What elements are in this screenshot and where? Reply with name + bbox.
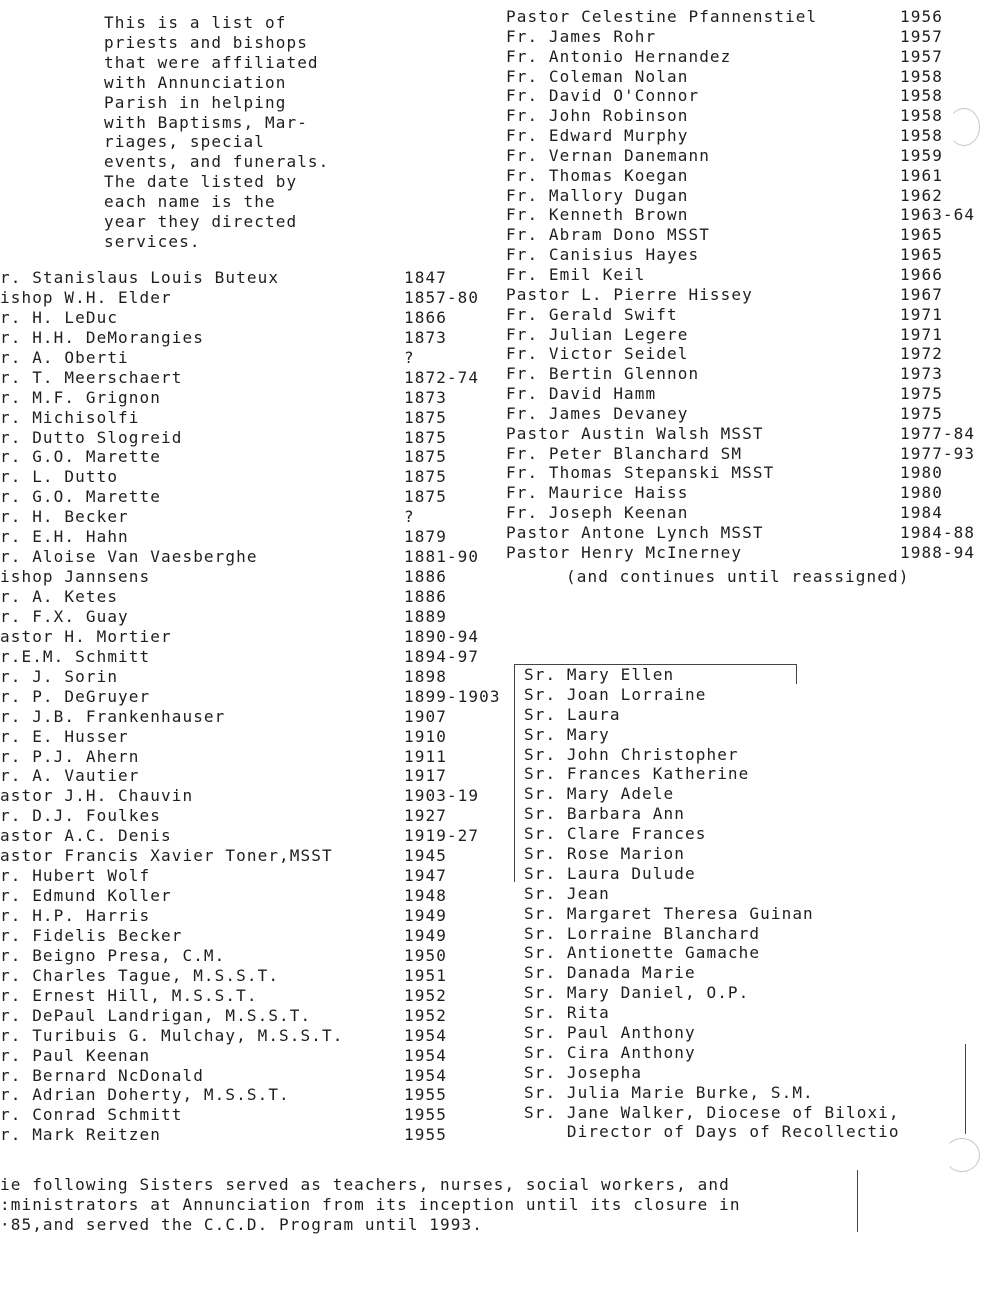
entry-name: r. H.P. Harris [0, 906, 151, 925]
right-entry [506, 503, 943, 523]
entry-year: 1977-93 [900, 443, 976, 463]
entry-name: r. Aloise Van Vaesberghe [0, 547, 258, 567]
entry-name: Pastor Austin Walsh MSST [506, 423, 764, 443]
right-entry [506, 106, 943, 126]
left-entry [0, 1105, 447, 1125]
entry-year: 1955 [404, 1125, 447, 1145]
entry-year: 1965 [900, 225, 943, 245]
entry-year: 1958 [900, 66, 943, 86]
entry-year: 1955 [404, 1085, 447, 1105]
entry-year: 1873 [404, 327, 447, 347]
entry-name: r.E.M. Schmitt [0, 646, 151, 666]
left-entry [0, 307, 447, 328]
entry-name: r. Edmund Koller [0, 886, 172, 906]
sister-entry: Sr. Clare Frances [524, 824, 707, 844]
entry-name: Fr. James Devaney [506, 403, 689, 423]
left-entry [0, 1025, 447, 1046]
right-entry [506, 522, 976, 543]
sister-entry: Director of Days of Recollectio [524, 1122, 900, 1142]
sister-entry: Sr. Joan Lorraine [524, 684, 707, 704]
sister-entry: Sr. Cira Anthony [524, 1042, 696, 1062]
entry-year: 1881-90 [404, 547, 480, 567]
left-entry [0, 886, 447, 906]
entry-year: 1907 [404, 706, 447, 726]
left-entry [0, 1125, 447, 1145]
intro-paragraph: This is a list of priests and bishops that were affiliated with Annunciation Parish in helping with Baptisms, Mar- riages, special events, and funerals. The date listed by each name is the year they directed services. [104, 13, 330, 251]
entry-name: r. D.J. Foulkes [0, 806, 161, 826]
sister-entry: Sr. Danada Marie [524, 963, 696, 983]
entry-name: Fr. Antonio Hernandez [506, 46, 732, 66]
entry-year: 1886 [404, 567, 447, 587]
entry-year: 1980 [900, 463, 943, 483]
left-entry [0, 626, 480, 647]
entry-year: 1847 [404, 268, 447, 287]
entry-year: 1965 [900, 245, 943, 265]
right-entry [506, 26, 943, 47]
entry-year: 1988-94 [900, 542, 976, 562]
entry-name: r. Beigno Presa, C.M. [0, 945, 226, 965]
entry-name: Fr. Mallory Dugan [506, 185, 689, 205]
entry-year: 1956 [900, 7, 943, 26]
entry-name: Fr. Edward Murphy [506, 126, 689, 146]
entry-name: r. A. Oberti [0, 347, 129, 367]
entry-year: 1898 [404, 666, 447, 686]
left-entry [0, 1085, 447, 1105]
entry-year: 1872-74 [404, 367, 480, 387]
entry-name: Fr. Victor Seidel [506, 344, 689, 364]
right-entry [506, 443, 976, 464]
entry-name: Fr. Vernan Danemann [506, 145, 710, 165]
left-entry [0, 447, 447, 467]
entry-name: Fr. David Hamm [506, 384, 657, 404]
entry-name: Fr. John Robinson [506, 106, 689, 126]
entry-year: 1950 [404, 945, 447, 965]
left-entry [0, 866, 447, 886]
entry-name: Fr. Maurice Haiss [506, 483, 689, 503]
entry-year: 1962 [900, 185, 943, 205]
punch-hole-mark [948, 108, 980, 146]
left-entry [0, 507, 415, 527]
entry-name: ishop Jannsens [0, 567, 151, 587]
right-entry [506, 165, 943, 186]
entry-year: 1957 [900, 26, 943, 46]
entry-name: astor H. Mortier [0, 626, 172, 646]
entry-name: Fr. James Rohr [506, 26, 657, 46]
right-entry [506, 245, 943, 265]
entry-year: 1947 [404, 866, 447, 886]
sisters-list [524, 665, 900, 1142]
entry-year: 1886 [404, 587, 447, 606]
entry-year: 1875 [404, 407, 447, 427]
entry-year: 1958 [900, 126, 943, 146]
entry-name: r. L. Dutto [0, 467, 119, 487]
entry-year: 1949 [404, 906, 447, 925]
left-entry [0, 985, 447, 1006]
entry-name: r. H. Becker [0, 507, 129, 527]
right-entry [506, 423, 976, 444]
right-entry [506, 304, 943, 325]
entry-year: 1975 [900, 384, 943, 404]
left-entry [0, 766, 447, 786]
entry-year: 1875 [404, 427, 447, 447]
sisters-box-right-border-lower [965, 1044, 966, 1134]
left-entry [0, 547, 480, 567]
entry-year: 1972 [900, 344, 943, 364]
entry-name: r. Hubert Wolf [0, 866, 151, 886]
sister-entry: Sr. Mary Ellen [524, 665, 675, 684]
entry-year: 1952 [404, 1005, 447, 1025]
entry-name: astor Francis Xavier Toner,MSST [0, 846, 333, 866]
entry-year: 1857-80 [404, 287, 480, 307]
left-entry [0, 1005, 447, 1026]
sister-entry: Sr. Mary Adele [524, 784, 675, 804]
left-entry [0, 945, 447, 966]
entry-name: r. P. DeGruyer [0, 686, 151, 706]
entry-year: 1875 [404, 487, 447, 507]
sister-entry: Sr. Rita [524, 1003, 610, 1023]
left-entry [0, 826, 480, 846]
left-entry [0, 746, 447, 767]
entry-name: r. Conrad Schmitt [0, 1105, 183, 1125]
right-entry [506, 284, 943, 305]
entry-name: r. Bernard NcDonald [0, 1065, 204, 1085]
entry-name: Fr. Julian Legere [506, 324, 689, 344]
entry-year: 1973 [900, 364, 943, 384]
left-entry [0, 666, 447, 687]
entry-year: 1980 [900, 483, 943, 503]
left-entry [0, 965, 447, 986]
entry-name: Fr. Joseph Keenan [506, 503, 689, 523]
entry-year: 1954 [404, 1045, 447, 1065]
sister-entry: Sr. Barbara Ann [524, 804, 685, 824]
entry-name: r. J.B. Frankenhauser [0, 706, 226, 726]
entry-name: r. Adrian Doherty, M.S.S.T. [0, 1085, 290, 1105]
left-entry [0, 407, 447, 428]
entry-name: r. Paul Keenan [0, 1045, 151, 1065]
entry-year: 1879 [404, 527, 447, 547]
entry-year: 1984-88 [900, 522, 976, 542]
priests-list-left [0, 268, 501, 1145]
left-entry [0, 806, 447, 826]
right-entry [506, 344, 943, 364]
right-entry [506, 364, 943, 384]
left-entry [0, 1065, 447, 1086]
sister-entry: Sr. Mary [524, 724, 610, 744]
continues-note: (and continues until reassigned) [566, 567, 910, 586]
left-entry [0, 646, 480, 667]
entry-year: ? [404, 347, 415, 367]
right-entry [506, 7, 943, 27]
sister-entry: Sr. Laura Dulude [524, 863, 696, 883]
entry-year: 1977-84 [900, 423, 976, 443]
left-entry [0, 846, 447, 866]
entry-year: 1954 [404, 1065, 447, 1085]
entry-name: Pastor Celestine Pfannenstiel [506, 7, 818, 26]
sister-entry: Sr. Jean [524, 883, 610, 903]
entry-name: Pastor L. Pierre Hissey [506, 284, 753, 304]
sister-entry: Sr. Jane Walker, Diocese of Biloxi, [524, 1102, 900, 1122]
entry-name: Fr. Gerald Swift [506, 304, 678, 324]
entry-name: r. Charles Tague, M.S.S.T. [0, 965, 280, 985]
right-entry [506, 145, 943, 166]
entry-year: 1875 [404, 447, 447, 467]
left-entry [0, 1045, 447, 1066]
entry-year: 1873 [404, 387, 447, 407]
entry-year: 1919-27 [404, 826, 480, 846]
sister-entry: Sr. Paul Anthony [524, 1023, 696, 1043]
entry-year: 1984 [900, 503, 943, 523]
entry-name: Fr. Abram Dono MSST [506, 225, 710, 245]
entry-year: 1954 [404, 1025, 447, 1045]
entry-year: 1910 [404, 726, 447, 746]
right-entry [506, 264, 943, 285]
left-entry [0, 427, 447, 448]
entry-name: Fr. Kenneth Brown [506, 205, 689, 225]
entry-year: 1951 [404, 965, 447, 985]
sister-entry: Sr. John Christopher [524, 744, 739, 764]
entry-year: 1875 [404, 467, 447, 487]
entry-name: r. A. Ketes [0, 587, 119, 606]
entry-year: 1927 [404, 806, 447, 826]
right-entry [506, 403, 943, 424]
entry-name: r. P.J. Ahern [0, 746, 140, 766]
entry-name: Fr. Canisius Hayes [506, 245, 700, 265]
left-entry [0, 925, 447, 946]
right-entry [506, 463, 943, 483]
right-entry [506, 46, 943, 67]
sister-entry: Sr. Lorraine Blanchard [524, 923, 761, 943]
entry-name: r. DePaul Landrigan, M.S.S.T. [0, 1005, 312, 1025]
entry-year: 1866 [404, 307, 447, 327]
entry-year: 1890-94 [404, 626, 480, 646]
left-entry [0, 287, 480, 308]
entry-name: r. E. Husser [0, 726, 129, 746]
left-entry [0, 268, 447, 288]
sister-entry: Sr. Josepha [524, 1062, 643, 1082]
left-entry [0, 327, 447, 348]
entry-year: 1967 [900, 284, 943, 304]
sisters-box-left-border [514, 664, 515, 882]
entry-name: r. G.O. Marette [0, 487, 161, 507]
entry-name: r. G.O. Marette [0, 447, 161, 467]
entry-name: r. H. LeDuc [0, 307, 119, 327]
right-entry [506, 483, 943, 503]
left-entry [0, 906, 447, 926]
right-entry [506, 384, 943, 404]
entry-name: r. Fidelis Becker [0, 925, 183, 945]
entry-name: r. Ernest Hill, M.S.S.T. [0, 985, 258, 1005]
entry-name: r. J. Sorin [0, 666, 119, 686]
entry-name: astor A.C. Denis [0, 826, 172, 846]
entry-name: Fr. David O'Connor [506, 86, 700, 106]
entry-year: 1899-1903 [404, 686, 501, 706]
entry-name: Fr. Thomas Stepanski MSST [506, 463, 775, 483]
footer-box-right-border [857, 1170, 858, 1232]
entry-name: Fr. Peter Blanchard SM [506, 443, 743, 463]
entry-year: 1911 [404, 746, 447, 766]
entry-name: r. Dutto Slogreid [0, 427, 183, 447]
priests-list-right [506, 7, 976, 563]
right-entry [506, 225, 943, 245]
entry-year: 1894-97 [404, 646, 480, 666]
entry-name: r. A. Vautier [0, 766, 140, 786]
entry-name: ishop W.H. Elder [0, 287, 172, 307]
entry-year: 1945 [404, 846, 447, 866]
left-entry [0, 367, 480, 388]
entry-name: r. M.F. Grignon [0, 387, 161, 407]
entry-year: 1903-19 [404, 786, 480, 806]
entry-name: r. Turibuis G. Mulchay, M.S.S.T. [0, 1025, 344, 1045]
entry-name: astor J.H. Chauvin [0, 786, 194, 806]
punch-hole-mark [944, 1138, 980, 1172]
entry-year: 1917 [404, 766, 447, 786]
entry-name: Pastor Antone Lynch MSST [506, 522, 764, 542]
left-entry [0, 606, 447, 627]
entry-year: 1971 [900, 324, 943, 344]
right-entry [506, 86, 943, 106]
entry-name: r. Mark Reitzen [0, 1125, 161, 1145]
sister-entry: Sr. Margaret Theresa Guinan [524, 903, 814, 923]
entry-year: 1948 [404, 886, 447, 906]
sister-entry: Sr. Julia Marie Burke, S.M. [524, 1082, 814, 1102]
entry-year: 1975 [900, 403, 943, 423]
entry-year: 1889 [404, 606, 447, 626]
entry-year: 1971 [900, 304, 943, 324]
sister-entry: Sr. Laura [524, 704, 621, 724]
left-entry [0, 347, 415, 368]
entry-year: 1958 [900, 86, 943, 106]
entry-year: 1957 [900, 46, 943, 66]
entry-name: Pastor Henry McInerney [506, 542, 743, 562]
sister-entry: Sr. Frances Katherine [524, 764, 750, 784]
entry-name: r. Stanislaus Louis Buteux [0, 268, 280, 287]
sister-entry: Sr. Mary Daniel, O.P. [524, 983, 750, 1003]
sister-entry: Sr. Rose Marion [524, 844, 685, 864]
entry-name: Fr. Thomas Koegan [506, 165, 689, 185]
left-entry [0, 587, 447, 607]
left-entry [0, 686, 501, 707]
left-entry [0, 487, 447, 507]
left-entry [0, 567, 447, 587]
entry-year: 1958 [900, 106, 943, 126]
entry-name: r. F.X. Guay [0, 606, 129, 626]
right-entry [506, 542, 976, 563]
entry-year: ? [404, 507, 415, 527]
left-entry [0, 726, 447, 747]
entry-name: r. Michisolfi [0, 407, 140, 427]
footer-paragraph: ie following Sisters served as teachers, nurses, social workers, and :ministrators at Annunciation from its inception until its closure in ·85,and served the C.C.D. Program until 1993. [0, 1175, 741, 1234]
left-entry [0, 527, 447, 547]
entry-year: 1966 [900, 264, 943, 284]
left-entry [0, 467, 447, 487]
left-entry [0, 387, 447, 408]
right-entry [506, 126, 943, 146]
left-entry [0, 786, 480, 806]
entry-year: 1952 [404, 985, 447, 1005]
left-entry [0, 706, 447, 727]
entry-name: r. T. Meerschaert [0, 367, 183, 387]
right-entry [506, 185, 943, 206]
entry-name: Fr. Coleman Nolan [506, 66, 689, 86]
entry-name: r. H.H. DeMorangies [0, 327, 204, 347]
entry-name: Fr. Bertin Glennon [506, 364, 700, 384]
right-entry [506, 66, 943, 87]
entry-year: 1949 [404, 925, 447, 945]
entry-year: 1961 [900, 165, 943, 185]
sister-entry: Sr. Antionette Gamache [524, 943, 761, 963]
entry-year: 1955 [404, 1105, 447, 1125]
entry-name: Fr. Emil Keil [506, 264, 646, 284]
entry-year: 1959 [900, 145, 943, 165]
right-entry [506, 205, 976, 225]
entry-year: 1963-64 [900, 205, 976, 225]
entry-name: r. E.H. Hahn [0, 527, 129, 547]
right-entry [506, 324, 943, 345]
